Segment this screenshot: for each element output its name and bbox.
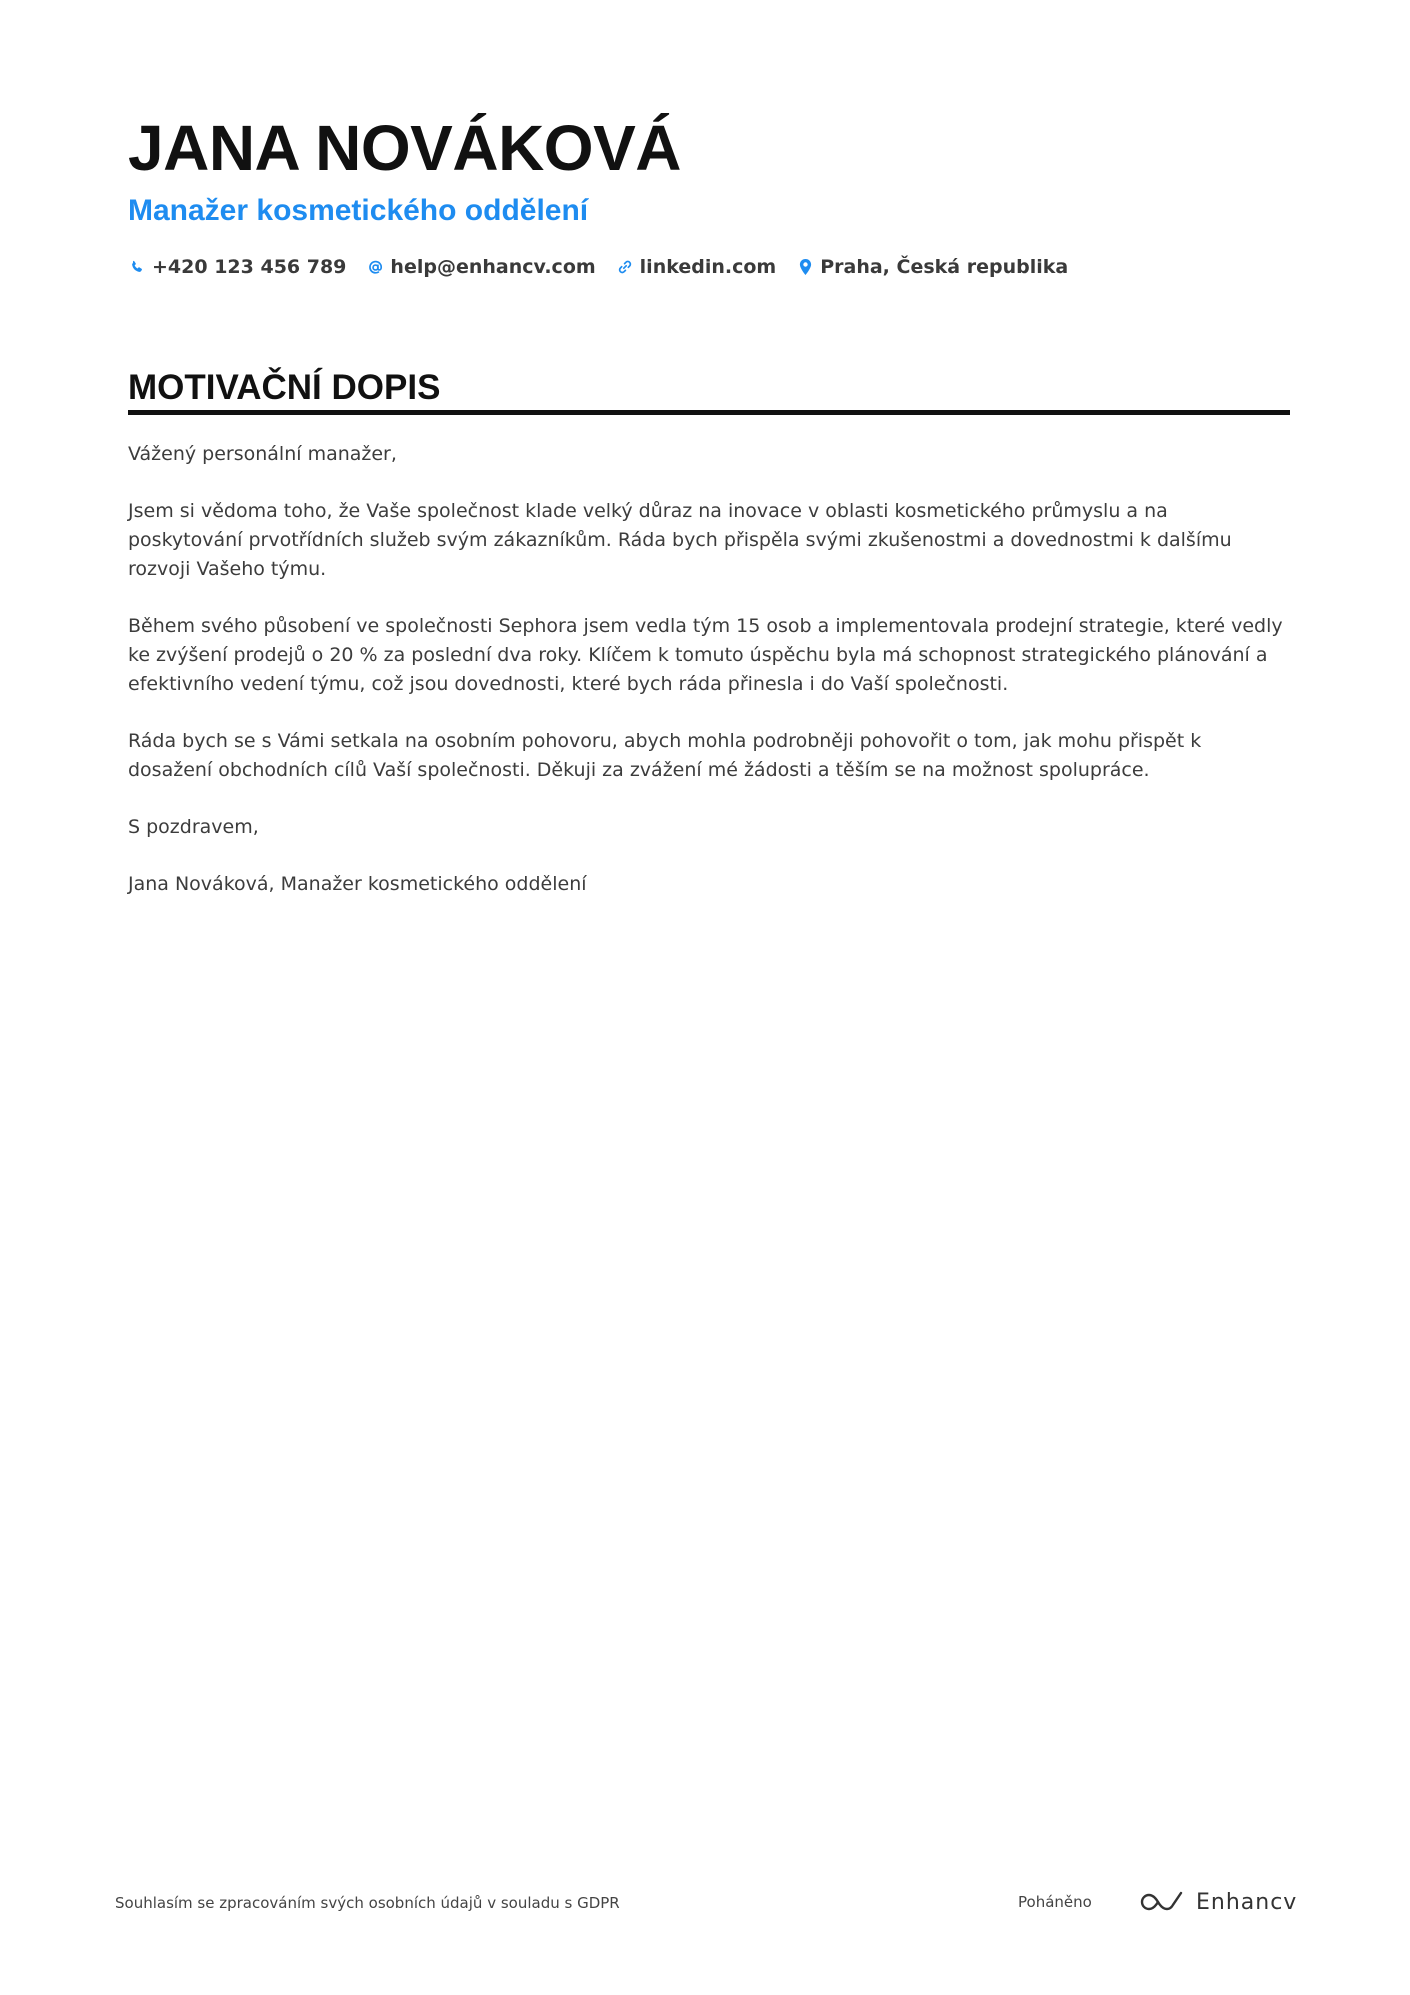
letter-paragraph-2: Během svého působení ve společnosti Sephora jsem vedla tým 15 osob a implementovala prodejní strategie, které vedly ke zvýšení prodejů o 20 % za poslední dva roky. Klíčem k tomuto úspěchu byla má schopnost strategického plánování a efektivního vedení týmu, což jsou dovednosti, které bych ráda přinesla i do Vaší společnosti.	[128, 615, 1283, 695]
candidate-name: JANA NOVÁKOVÁ	[128, 112, 681, 184]
phone-icon	[128, 257, 146, 277]
contact-phone-text: +420 123 456 789	[152, 256, 347, 278]
letter-closing: S pozdravem,	[128, 816, 259, 838]
contact-location-text: Praha, Česká republika	[820, 256, 1069, 278]
section-divider	[128, 410, 1290, 415]
enhancv-logo-icon	[1138, 1890, 1184, 1914]
enhancv-logo[interactable]	[1138, 1888, 1297, 1916]
gdpr-consent-text: Souhlasím se zpracováním svých osobních údajů v souladu s GDPR	[115, 1894, 620, 1912]
section-title: MOTIVAČNÍ DOPIS	[128, 368, 441, 407]
contact-phone	[128, 256, 346, 278]
at-icon	[366, 257, 384, 277]
contact-linkedin[interactable]	[616, 256, 777, 278]
contact-email-text: help@enhancv.com	[390, 256, 596, 278]
contact-email[interactable]	[366, 256, 595, 278]
enhancv-brand-text: Enhancv	[1196, 1889, 1298, 1915]
contact-linkedin-text: linkedin.com	[639, 256, 777, 278]
letter-paragraph-1: Jsem si vědoma toho, že Vaše společnost klade velký důraz na inovace v oblasti kosmetického průmyslu a na poskytování prvotřídních služeb svým zákazníkům. Ráda bych přispěla svými zkušenostmi a dovednostmi k dalšímu rozvoji Vašeho týmu.	[128, 500, 1232, 580]
link-icon	[616, 257, 634, 277]
letter-greeting: Vážený personální manažer,	[128, 443, 397, 465]
letter-body	[128, 440, 1288, 927]
job-title: Manažer kosmetického oddělení	[128, 194, 589, 227]
contact-location	[796, 256, 1068, 278]
contact-bar	[128, 252, 1088, 282]
letter-signature: Jana Nováková, Manažer kosmetického oddělení	[128, 873, 587, 895]
location-pin-icon	[796, 257, 814, 277]
powered-by-label: Poháněno	[1018, 1893, 1092, 1911]
letter-paragraph-3: Ráda bych se s Vámi setkala na osobním pohovoru, abych mohla podrobněji pohovořit o tom, jak mohu přispět k dosažení obchodních cílů Vaší společnosti. Děkuji za zvážení mé žádosti a těším se na možnost spolupráce.	[128, 730, 1202, 781]
